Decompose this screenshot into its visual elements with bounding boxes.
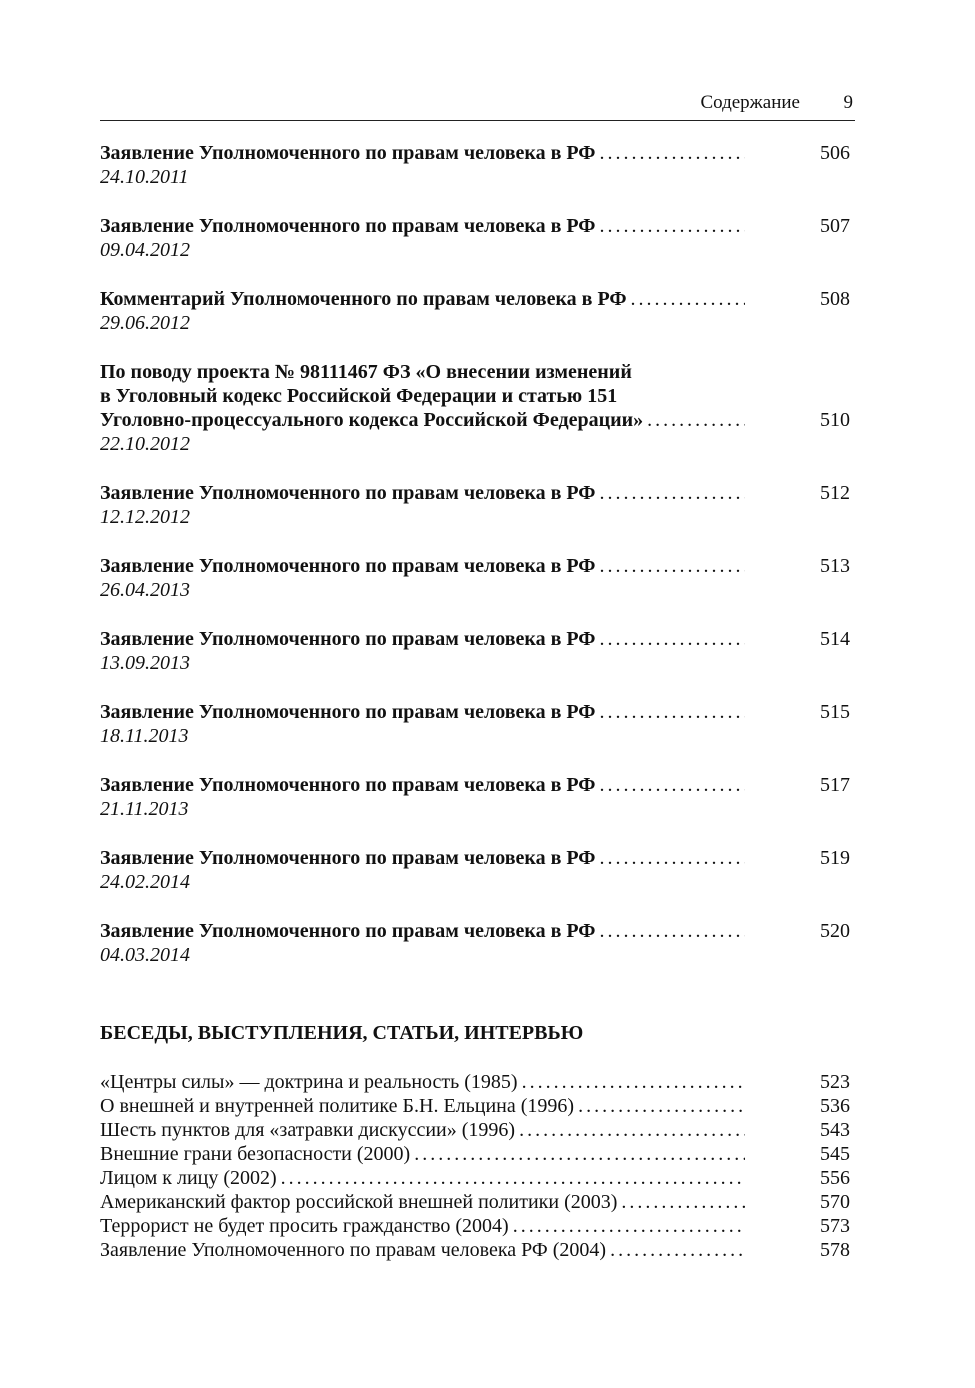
toc-entry xyxy=(100,627,850,675)
toc-entry xyxy=(100,919,850,967)
toc-entry-title: Заявление Уполномоченного по правам человека в РФ xyxy=(100,774,596,796)
toc-entry xyxy=(100,554,850,602)
toc-entry-title: Заявление Уполномоченного по правам человека в РФ xyxy=(100,142,596,164)
section-list xyxy=(100,1070,850,1262)
leader-dots xyxy=(595,700,745,724)
toc-entry-title: Комментарий Уполномоченного по правам человека в РФ xyxy=(100,288,627,310)
list-item-title: О внешней и внутренней политике Б.Н. Ельцина (1996) xyxy=(100,1095,575,1117)
toc-entry-date: 21.11.2013 xyxy=(100,798,189,820)
toc-entry-date: 12.12.2012 xyxy=(100,506,190,528)
toc-entry-date: 18.11.2013 xyxy=(100,725,189,747)
leader-dots xyxy=(595,481,745,505)
toc-entry-page: 507 xyxy=(820,215,850,237)
list-item-page: 556 xyxy=(820,1167,850,1189)
leader-dots xyxy=(595,627,745,651)
toc-entry-title-line: в Уголовный кодекс Российской Федерации и статью 151 xyxy=(100,385,618,407)
list-item-page: 545 xyxy=(820,1143,850,1165)
running-header xyxy=(100,88,855,121)
toc-entry-page: 515 xyxy=(820,701,850,723)
toc-entry-page: 512 xyxy=(820,482,850,504)
toc-entry-page: 513 xyxy=(820,555,850,577)
toc-entry-title-line: Уголовно-процессуального кодекса Российской Федерации» xyxy=(100,409,644,431)
leader-dots xyxy=(627,287,745,311)
list-item xyxy=(100,1118,850,1142)
toc-entry-page: 514 xyxy=(820,628,850,650)
leader-dots xyxy=(595,141,745,165)
toc-entry xyxy=(100,360,850,456)
toc-entry xyxy=(100,141,850,189)
toc-entry-title: Заявление Уполномоченного по правам человека в РФ xyxy=(100,555,596,577)
list-item xyxy=(100,1166,850,1190)
toc-entry-date: 22.10.2012 xyxy=(100,433,190,455)
list-item xyxy=(100,1142,850,1166)
list-item-title: Шесть пунктов для «затравки дискуссии» (1996) xyxy=(100,1119,516,1141)
toc-entry-page: 508 xyxy=(820,288,850,310)
list-item-title: «Центры силы» — доктрина и реальность (1985) xyxy=(100,1071,518,1093)
list-item-page: 578 xyxy=(820,1239,850,1261)
toc-entry xyxy=(100,287,850,335)
leader-dots xyxy=(606,1238,745,1262)
toc-entry-page: 519 xyxy=(820,847,850,869)
running-header-title: Содержание xyxy=(700,92,800,113)
leader-dots xyxy=(595,554,745,578)
toc-entry-title: Заявление Уполномоченного по правам человека в РФ xyxy=(100,215,596,237)
toc-entry-date: 04.03.2014 xyxy=(100,944,190,966)
list-item-title: Внешние грани безопасности (2000) xyxy=(100,1143,411,1165)
toc-entry xyxy=(100,773,850,821)
leader-dots xyxy=(515,1118,745,1142)
list-item xyxy=(100,1214,850,1238)
leader-dots xyxy=(617,1190,745,1214)
toc-entry-date: 24.10.2011 xyxy=(100,166,189,188)
toc-entry-date: 26.04.2013 xyxy=(100,579,190,601)
leader-dots xyxy=(509,1214,745,1238)
list-item xyxy=(100,1190,850,1214)
list-item-page: 573 xyxy=(820,1215,850,1237)
leader-dots xyxy=(643,408,745,432)
toc-entry-title: Заявление Уполномоченного по правам человека в РФ xyxy=(100,847,596,869)
toc-entry-date: 13.09.2013 xyxy=(100,652,190,674)
toc-entry-page: 517 xyxy=(820,774,850,796)
list-item xyxy=(100,1094,850,1118)
list-item xyxy=(100,1238,850,1262)
toc-entry-page: 506 xyxy=(820,142,850,164)
list-item xyxy=(100,1070,850,1094)
list-item-page: 543 xyxy=(820,1119,850,1141)
list-item-title: Заявление Уполномоченного по правам человека РФ (2004) xyxy=(100,1239,607,1261)
toc-entry-date: 09.04.2012 xyxy=(100,239,190,261)
toc-entry-title-line: По поводу проекта № 98111467 ФЗ «О внесении изменений xyxy=(100,361,632,383)
leader-dots xyxy=(410,1142,745,1166)
toc-entry-date: 29.06.2012 xyxy=(100,312,190,334)
toc-entry-page: 520 xyxy=(820,920,850,942)
toc-entry-page: 510 xyxy=(820,409,850,431)
toc-entry-title: Заявление Уполномоченного по правам человека в РФ xyxy=(100,701,596,723)
toc-entry xyxy=(100,846,850,894)
toc-entry-date: 24.02.2014 xyxy=(100,871,190,893)
leader-dots xyxy=(595,846,745,870)
list-item-title: Американский фактор российской внешней политики (2003) xyxy=(100,1191,618,1213)
page-number: 9 xyxy=(843,92,853,113)
list-item-title: Террорист не будет просить гражданство (2004) xyxy=(100,1215,509,1237)
leader-dots xyxy=(277,1166,745,1190)
toc-entry xyxy=(100,481,850,529)
list-item-page: 570 xyxy=(820,1191,850,1213)
toc-entry-title: Заявление Уполномоченного по правам человека в РФ xyxy=(100,920,596,942)
leader-dots xyxy=(574,1094,745,1118)
leader-dots xyxy=(595,773,745,797)
section-heading: БЕСЕДЫ, ВЫСТУПЛЕНИЯ, СТАТЬИ, ИНТЕРВЬЮ xyxy=(100,1022,584,1044)
leader-dots xyxy=(518,1070,745,1094)
toc-list xyxy=(100,141,850,992)
list-item-page: 536 xyxy=(820,1095,850,1117)
leader-dots xyxy=(595,214,745,238)
list-item-page: 523 xyxy=(820,1071,850,1093)
toc-entry xyxy=(100,214,850,262)
leader-dots xyxy=(595,919,745,943)
toc-entry-title: Заявление Уполномоченного по правам человека в РФ xyxy=(100,628,596,650)
toc-entry xyxy=(100,700,850,748)
toc-entry-title: Заявление Уполномоченного по правам человека в РФ xyxy=(100,482,596,504)
list-item-title: Лицом к лицу (2002) xyxy=(100,1167,277,1189)
